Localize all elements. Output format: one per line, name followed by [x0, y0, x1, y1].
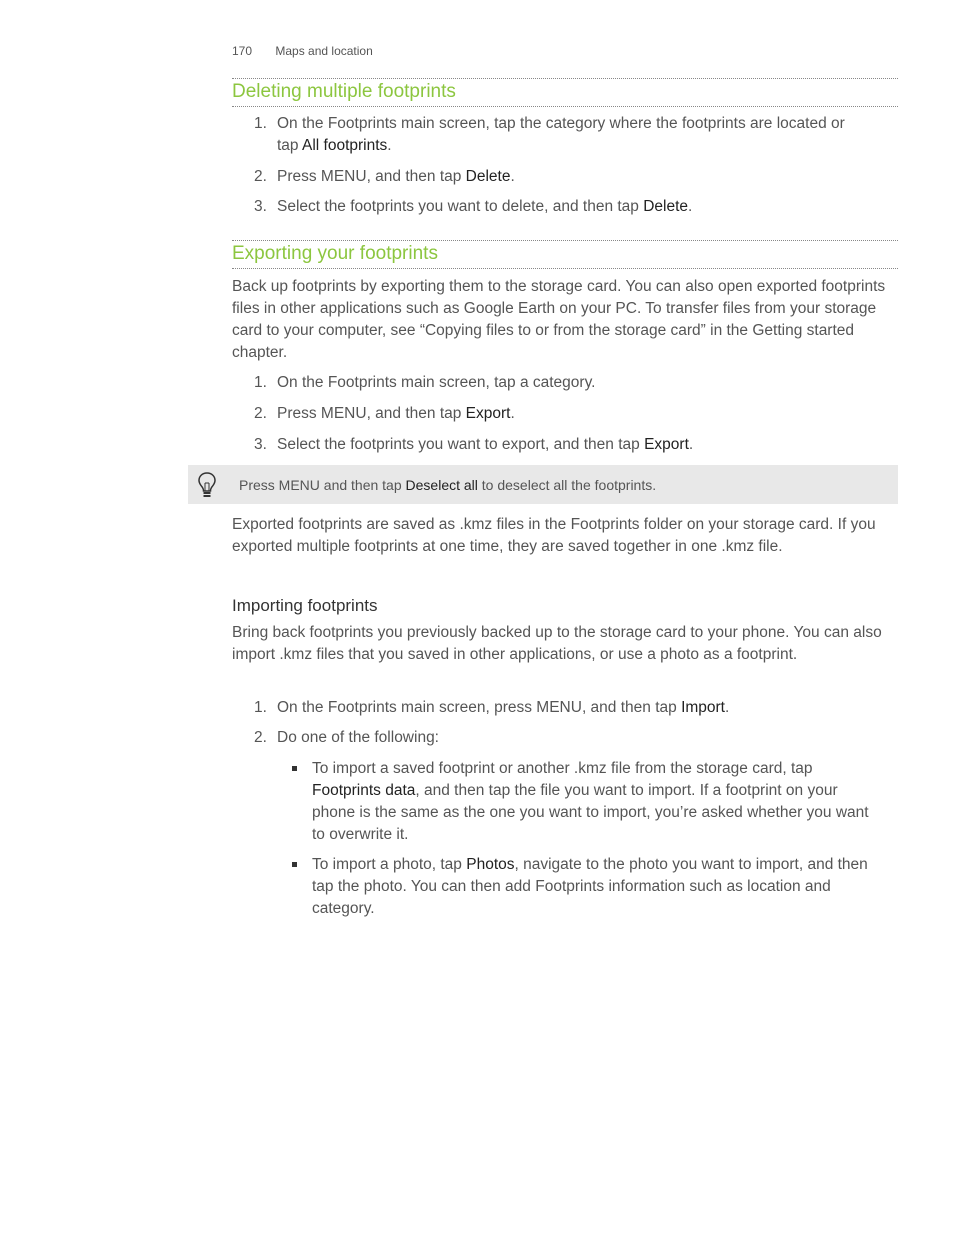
step-text: Do one of the following:	[277, 729, 439, 746]
list-item	[254, 166, 854, 188]
bullet-text: To import a saved footprint or another .kmz file from the storage card, tap	[312, 760, 813, 777]
step-text-end: .	[387, 137, 392, 154]
ui-term: All footprints	[302, 137, 388, 154]
ui-term: Deselect all	[405, 477, 478, 493]
bullet-icon	[292, 766, 297, 771]
page-header	[232, 44, 373, 58]
tip-text-end: to deselect all the footprints.	[477, 477, 657, 493]
ui-term: Photos	[466, 856, 515, 873]
section-title-exporting: Exporting your footprints	[232, 240, 898, 269]
step-number: 1.	[254, 699, 267, 716]
step-text-end: .	[510, 168, 515, 185]
step-number: 3.	[254, 198, 267, 215]
paragraph-import-intro: Bring back footprints you previously backed up to the storage card to your phone. You can also import .kmz files that you saved in other applications, or use a photo as a footprint.	[232, 624, 882, 663]
lightbulb-icon	[197, 471, 217, 499]
bullet-text-end: , navigate to the photo you want to import, and then tap the photo. You can then add Footprints information such as location and category.	[312, 856, 868, 917]
tip-box	[188, 465, 898, 504]
step-text-end: .	[510, 405, 515, 422]
ui-term: Delete	[643, 198, 689, 215]
section-title-deleting: Deleting multiple footprints	[232, 78, 898, 107]
bullet-text-end: , and then tap the file you want to import. If a footprint on your phone is the same as the one you want to import, you’re asked whether you want to overwrite it.	[312, 782, 869, 843]
tip-text: Press MENU and then tap	[239, 477, 406, 493]
list-item	[254, 372, 854, 394]
step-number: 1.	[254, 115, 267, 132]
step-number: 3.	[254, 436, 267, 453]
list-item	[254, 113, 854, 157]
step-text: Select the footprints you want to export, and then tap	[277, 436, 645, 453]
step-text-end: .	[725, 699, 730, 716]
step-text: Press MENU, and then tap	[277, 168, 466, 185]
paragraph-exported: Exported footprints are saved as .kmz files in the Footprints folder on your storage card. If you exported multiple footprints at one time, they are saved together in one .kmz file.	[232, 516, 876, 555]
bullet-text: To import a photo, tap	[312, 856, 467, 873]
step-text: Select the footprints you want to delete, and then tap	[277, 198, 644, 215]
step-text: On the Footprints main screen, tap the category where the footprints are located or tap	[277, 115, 845, 154]
list-item	[254, 403, 854, 425]
step-text-end: .	[688, 436, 694, 453]
step-number: 2.	[254, 168, 267, 185]
list-item	[254, 196, 854, 218]
step-text: On the Footprints main screen, press MENU, and then tap	[277, 699, 682, 716]
step-number: 2.	[254, 729, 267, 746]
ui-term: Export	[644, 436, 689, 453]
list-item	[254, 434, 854, 456]
paragraph-intro: Back up footprints by exporting them to the storage card. You can also open exported footprints files in other applications such as Google Earth on your PC. To transfer files from your storage card to your computer, see “Copying files to or from the storage card” in the Getting started chapter.	[232, 278, 886, 361]
list-item	[254, 727, 854, 749]
step-text: Press MENU, and then tap	[277, 405, 466, 422]
step-text-end: .	[688, 198, 693, 215]
ui-term: Export	[465, 405, 511, 422]
ui-term: Delete	[465, 168, 511, 185]
chapter-title: Maps and location	[275, 44, 373, 58]
bullet-item	[290, 758, 880, 846]
bullet-icon	[292, 862, 297, 867]
step-number: 2.	[254, 405, 267, 422]
page-number: 170	[232, 44, 253, 58]
step-text: On the Footprints main screen, tap a category.	[277, 374, 596, 391]
subsection-title-importing: Importing footprints	[232, 596, 378, 615]
list-item	[254, 697, 854, 719]
ui-term: Import	[681, 699, 725, 716]
bullet-item	[290, 854, 880, 920]
ui-term: Footprints data	[312, 782, 416, 799]
step-number: 1.	[254, 374, 267, 391]
